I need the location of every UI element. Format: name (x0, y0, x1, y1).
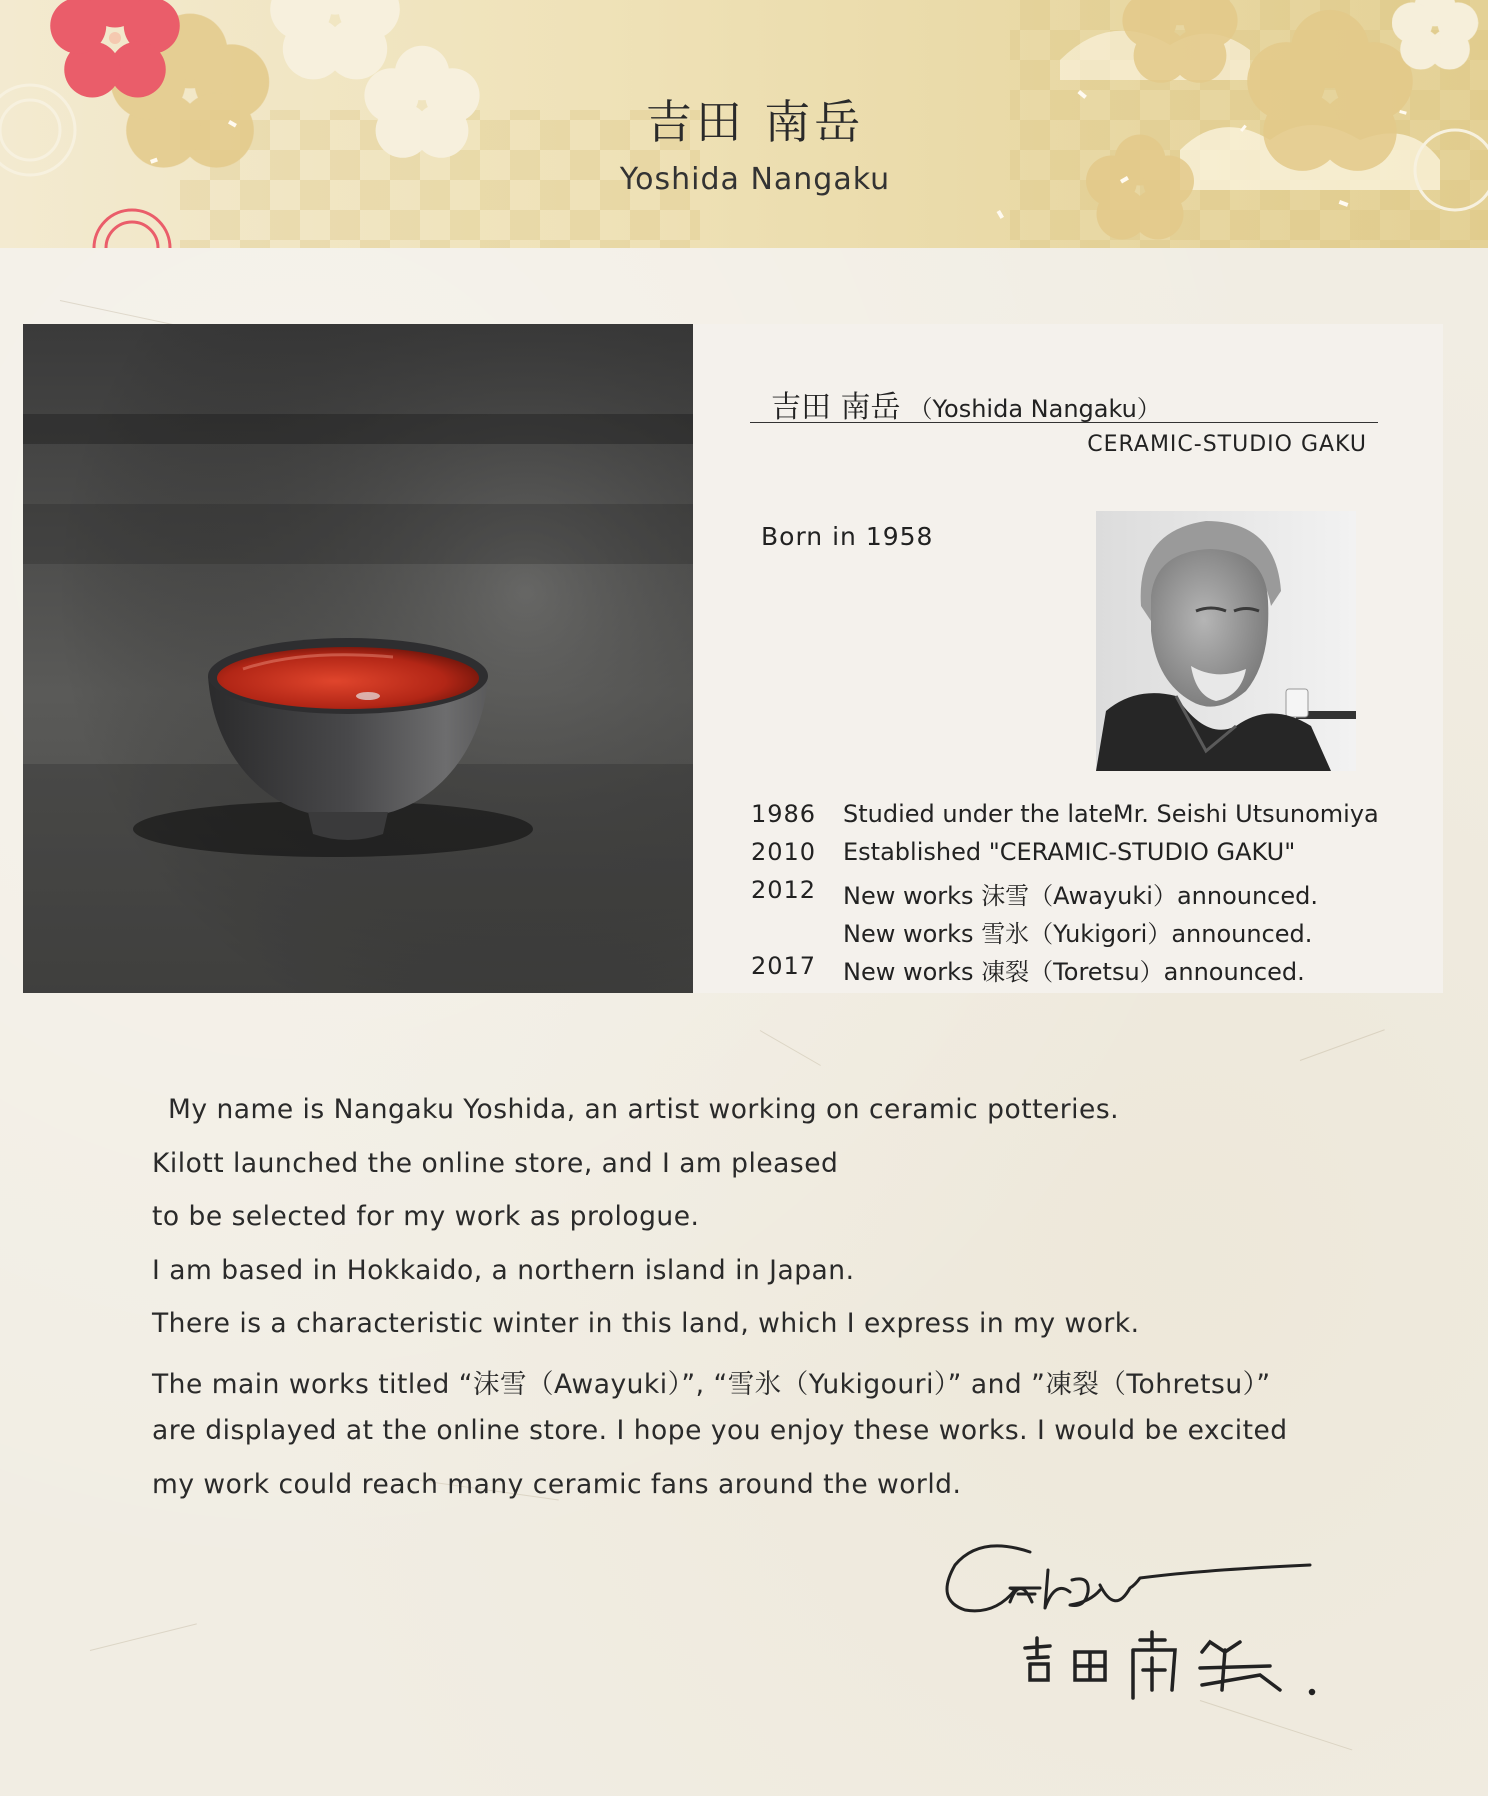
bowl-photo (23, 324, 693, 993)
timeline-entry (751, 834, 1431, 872)
artist-name-japanese: 吉田 南岳 (771, 390, 901, 425)
timeline-text: New works 雪氷（Yukigori）announced. (843, 920, 1313, 948)
header-banner (0, 0, 1488, 248)
message-line: Kilott launched the online store, and I am pleased (152, 1147, 839, 1179)
artist-portrait (1096, 511, 1356, 771)
artist-info-panel (693, 324, 1443, 993)
artist-name (771, 382, 1161, 426)
timeline-text: Established "CERAMIC-STUDIO GAKU" (843, 838, 1296, 866)
timeline-text: New works 沫雪（Awayuki）announced. (843, 882, 1319, 910)
timeline-entry (751, 948, 1431, 986)
message-line: are displayed at the online store. I hope you enjoy these works. I would be excited (152, 1415, 1288, 1446)
career-timeline (751, 796, 1431, 986)
message-line: my work could reach many ceramic fans around the world. (152, 1468, 962, 1500)
timeline-text: New works 凍裂（Toretsu）announced. (843, 958, 1305, 986)
timeline-entry (751, 872, 1431, 910)
message-line: The main works titled “沫雪（Awayuki）”, “雪氷（Yukigouri）” and ”凍裂（Tohretsu）” (152, 1368, 1271, 1400)
timeline-entry (751, 910, 1431, 948)
message-line: I am based in Hokkaido, a northern island in Japan. (152, 1254, 855, 1286)
artist-portrait-photo (1096, 511, 1356, 771)
message-line: There is a characteristic winter in this land, which I express in my work. (152, 1308, 1140, 1339)
message-line: My name is Nangaku Yoshida, an artist working on ceramic potteries. (168, 1094, 1120, 1125)
tea-bowl-image (23, 324, 693, 993)
page-title: 吉田 南岳 (645, 95, 865, 149)
timeline-year: 1986 (751, 800, 817, 828)
studio-name: CERAMIC-STUDIO GAKU (1087, 432, 1367, 457)
timeline-year: 2010 (751, 838, 817, 866)
artist-name-romaji: （Yoshida Nangaku） (908, 395, 1161, 423)
message-line: to be selected for my work as prologue. (152, 1201, 700, 1232)
timeline-text: Studied under the lateMr. Seishi Utsunomiya (843, 800, 1379, 828)
timeline-year: 2017 (751, 952, 817, 980)
signature-strokes (940, 1530, 1340, 1730)
timeline-entry (751, 796, 1431, 834)
name-underline (750, 422, 1378, 423)
handwritten-signature (940, 1530, 1340, 1730)
birth-year: Born in 1958 (761, 522, 934, 551)
artist-message (152, 1094, 1352, 1522)
page-subtitle: Yoshida Nangaku (619, 162, 891, 197)
timeline-year: 2012 (751, 876, 817, 904)
